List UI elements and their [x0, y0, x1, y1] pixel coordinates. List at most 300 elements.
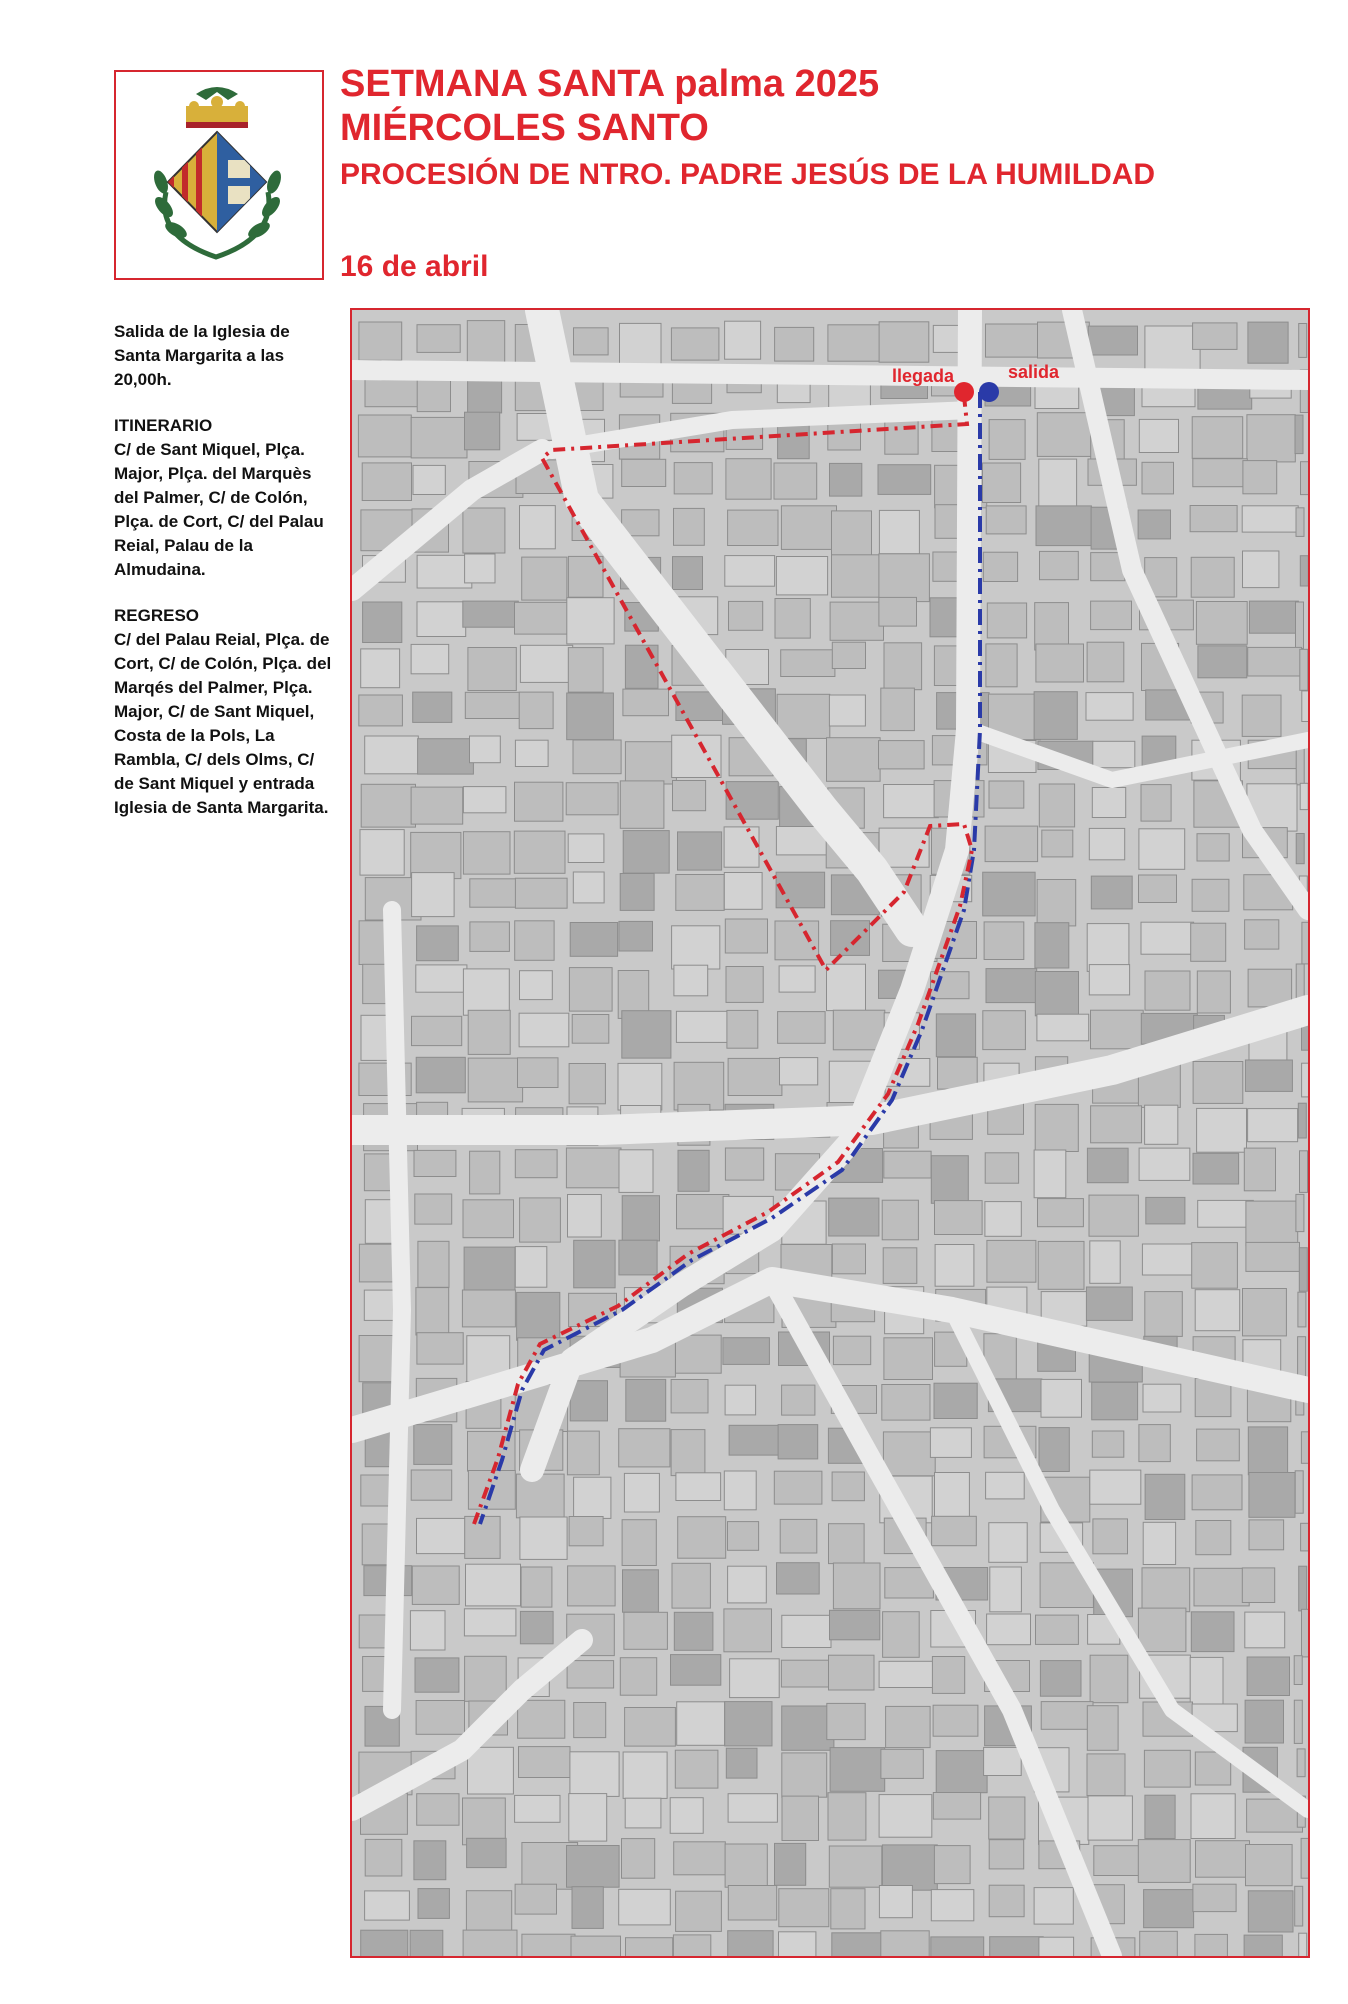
return-text: C/ del Palau Reial, Plça. de Cort, C/ de Colón, Plça. del Marqés del Palmer, Plça. Major, C/ de Sant Miquel, Costa de la Pols, La Rambla, C/ dels Olms, C/ de Sant Miquel y entrada Iglesia de Santa Margarita. [114, 630, 332, 817]
city-block [625, 1708, 676, 1747]
city-block [728, 1886, 776, 1921]
city-block [934, 1383, 977, 1418]
city-block [832, 555, 884, 597]
city-block [1038, 1241, 1084, 1289]
city-block [1294, 1656, 1302, 1685]
city-block [465, 412, 500, 450]
city-block [1296, 834, 1304, 864]
city-block [670, 1798, 703, 1834]
city-block [1295, 1886, 1303, 1926]
city-block [830, 1610, 880, 1640]
city-block [470, 736, 501, 763]
city-block [782, 1706, 834, 1750]
city-block [626, 1379, 666, 1421]
city-block [1198, 646, 1247, 678]
city-block [781, 506, 836, 550]
city-block [883, 1248, 917, 1284]
city-block [1300, 649, 1308, 690]
city-block [1090, 1470, 1141, 1504]
city-block [416, 1288, 449, 1335]
city-block [624, 1612, 668, 1649]
city-block [829, 695, 865, 726]
city-block [935, 1245, 974, 1287]
city-block [1138, 1608, 1186, 1652]
city-block [878, 465, 931, 495]
city-block [827, 964, 866, 1010]
city-block [517, 1292, 560, 1340]
departure-text: Salida de la Iglesia de Santa Margarita a las 20,00h. [114, 322, 290, 389]
city-block [1142, 462, 1174, 494]
city-block [677, 1195, 729, 1229]
city-block [781, 650, 835, 677]
city-block [1190, 506, 1237, 532]
city-block [1093, 741, 1135, 767]
city-block [1245, 1060, 1292, 1091]
city-block [1091, 601, 1132, 630]
city-block [931, 1937, 984, 1956]
city-block [990, 1937, 1043, 1956]
city-block [1302, 922, 1308, 964]
city-block [881, 1749, 923, 1778]
city-block [986, 506, 1026, 534]
city-block [1039, 784, 1074, 827]
city-block [1035, 1104, 1078, 1151]
palma-coat-of-arms-icon [116, 72, 322, 278]
city-block [1302, 1609, 1309, 1657]
city-block [1091, 1106, 1142, 1143]
title-event: SETMANA SANTA palma 2025 [340, 63, 880, 105]
city-block [984, 922, 1024, 960]
city-block [879, 554, 930, 602]
title-day: MIÉRCOLES SANTO [340, 107, 709, 149]
city-block [1246, 1201, 1298, 1246]
city-block [1086, 1287, 1132, 1320]
city-block [568, 834, 604, 863]
city-block [1145, 1474, 1185, 1519]
city-block [620, 874, 654, 911]
city-block [881, 688, 915, 731]
city-block [1196, 602, 1247, 645]
city-block [625, 742, 676, 784]
city-block [672, 926, 720, 969]
city-block [465, 1656, 507, 1701]
city-block [1248, 322, 1288, 363]
city-block [567, 598, 614, 644]
city-block [1243, 1289, 1287, 1336]
city-block [515, 740, 548, 766]
city-block [1191, 557, 1234, 597]
city-block [1145, 971, 1190, 1010]
city-block [622, 1839, 655, 1879]
city-block [569, 968, 612, 1012]
city-block [832, 1244, 865, 1274]
city-block [1300, 783, 1308, 809]
city-block [1040, 1661, 1081, 1697]
city-block [574, 1703, 606, 1738]
city-block [676, 1011, 731, 1042]
city-block [414, 1425, 452, 1465]
city-block [777, 1563, 820, 1594]
city-block [936, 1751, 987, 1793]
city-block [1192, 879, 1229, 911]
city-block [619, 1150, 653, 1193]
city-block [521, 1567, 552, 1607]
city-block [1041, 1379, 1082, 1417]
city-block [1248, 647, 1302, 676]
city-block [1301, 1432, 1308, 1464]
city-block [882, 1385, 930, 1421]
city-block [1090, 1241, 1120, 1283]
city-block [1088, 1796, 1132, 1840]
city-block [1089, 828, 1124, 859]
city-block [1037, 880, 1076, 926]
city-block [729, 1425, 782, 1455]
city-block [989, 420, 1025, 460]
city-block [520, 1611, 553, 1643]
city-block [881, 1931, 929, 1956]
title-procession: PROCESIÓN DE NTRO. PADRE JESÚS DE LA HUMILDAD [340, 158, 1156, 191]
city-block [361, 1930, 408, 1956]
city-block [832, 511, 872, 557]
city-block [879, 597, 917, 626]
city-block [1089, 965, 1129, 995]
city-block [775, 921, 819, 960]
city-block [622, 1520, 656, 1566]
city-block [1301, 1838, 1308, 1878]
city-block [413, 465, 445, 494]
city-block [883, 1432, 935, 1476]
city-block [1248, 1109, 1298, 1142]
city-block [515, 878, 567, 908]
city-block [568, 1195, 602, 1238]
city-block [415, 1194, 452, 1224]
city-block [676, 1473, 721, 1501]
city-block [463, 1200, 514, 1238]
city-block [879, 322, 929, 362]
city-block [414, 1841, 446, 1880]
city-block [1141, 785, 1171, 822]
city-block [728, 1931, 773, 1956]
city-block [414, 1150, 456, 1176]
city-block [417, 1794, 459, 1826]
city-block [1249, 601, 1298, 633]
city-block [984, 1747, 1022, 1775]
city-block [1298, 1292, 1306, 1327]
city-block [1195, 1290, 1240, 1331]
city-block [1041, 1702, 1093, 1730]
city-block [515, 1247, 547, 1288]
city-block [518, 1058, 559, 1088]
city-block [1036, 506, 1091, 546]
city-block [462, 1290, 515, 1327]
city-block [986, 1472, 1025, 1499]
city-block [1196, 1841, 1250, 1878]
city-block [410, 1930, 443, 1956]
city-block [619, 921, 653, 951]
city-block [570, 1752, 619, 1797]
city-block [1298, 1103, 1306, 1138]
city-block [989, 1885, 1024, 1917]
city-block [1034, 1888, 1073, 1925]
city-block [1035, 923, 1069, 968]
city-block [1039, 459, 1077, 506]
city-block [725, 1844, 767, 1887]
city-block [674, 508, 705, 545]
city-block [829, 1524, 865, 1564]
city-block [412, 1566, 459, 1604]
city-block [1296, 508, 1304, 537]
city-block [989, 1523, 1027, 1563]
city-block [361, 784, 415, 827]
city-block [1300, 556, 1308, 586]
city-block [932, 1516, 977, 1545]
city-block [989, 1797, 1025, 1839]
city-block [470, 1151, 500, 1194]
city-block [515, 1884, 556, 1914]
city-block [519, 1747, 571, 1778]
city-block [468, 1010, 510, 1054]
city-block [1036, 1615, 1079, 1644]
city-block [830, 1748, 885, 1792]
city-block [522, 557, 567, 600]
city-block [1249, 1520, 1284, 1550]
city-block [470, 922, 510, 952]
city-block [466, 1564, 521, 1606]
title-block [340, 62, 1155, 194]
city-block [724, 1609, 772, 1652]
city-block [1139, 1148, 1190, 1180]
city-block [520, 506, 556, 549]
city-block [515, 1795, 560, 1822]
city-block [728, 1522, 759, 1551]
city-block [829, 1198, 879, 1236]
city-block [468, 648, 516, 691]
city-block [416, 1701, 464, 1735]
city-block [932, 1657, 964, 1694]
city-block [411, 644, 449, 673]
title-date: 16 de abril [340, 250, 489, 283]
city-block [361, 649, 400, 688]
city-block [1142, 1568, 1190, 1612]
city-block [1295, 1471, 1303, 1513]
city-block [363, 602, 402, 643]
city-block [622, 1196, 659, 1241]
city-block [1194, 1568, 1249, 1606]
city-block [1138, 1840, 1190, 1883]
city-block [1197, 971, 1230, 1013]
city-block [828, 1793, 866, 1840]
city-block [620, 1658, 656, 1696]
city-block [1089, 1195, 1138, 1236]
city-block [567, 1846, 620, 1888]
city-block [674, 463, 712, 494]
city-block [522, 1934, 575, 1956]
city-block [568, 1566, 616, 1606]
city-block [833, 1010, 885, 1050]
city-block [362, 463, 411, 501]
city-block [624, 1473, 659, 1512]
city-block [411, 787, 463, 824]
city-block [1035, 603, 1069, 650]
city-block [1034, 692, 1077, 740]
city-block [1248, 1427, 1287, 1475]
route-map [350, 308, 1310, 1958]
city-block [985, 1153, 1018, 1183]
itinerary-heading: ITINERARIO [114, 416, 213, 435]
city-block [1191, 1612, 1234, 1652]
city-block [1193, 1062, 1243, 1104]
city-block [983, 552, 1017, 581]
city-block [1037, 413, 1092, 457]
city-block [1246, 1845, 1293, 1886]
city-block [1086, 693, 1133, 721]
city-block [1039, 1428, 1069, 1472]
city-block [678, 1150, 709, 1191]
city-block [676, 1335, 722, 1373]
city-block [465, 554, 495, 583]
city-block [777, 694, 830, 738]
city-block [1139, 875, 1177, 903]
city-block [1192, 417, 1243, 459]
departure-marker [979, 382, 999, 402]
city-block [989, 1840, 1024, 1869]
city-block [674, 1612, 713, 1650]
city-block [1143, 1522, 1175, 1564]
city-block [729, 601, 763, 630]
city-block [567, 1661, 614, 1688]
city-block [935, 1201, 983, 1235]
city-block [1087, 1706, 1118, 1751]
city-block [987, 1614, 1031, 1645]
city-block [935, 1473, 970, 1518]
city-block [778, 1425, 818, 1459]
city-block [1242, 1568, 1274, 1603]
city-block [1296, 1194, 1304, 1231]
city-block [417, 555, 472, 588]
city-block [1301, 462, 1309, 495]
city-block [726, 1748, 757, 1778]
arrival-marker [954, 382, 974, 402]
city-block [463, 969, 509, 1015]
city-block [1042, 830, 1073, 857]
city-block [1296, 602, 1304, 648]
city-block [520, 971, 553, 1000]
city-block [672, 1563, 710, 1608]
city-block [774, 463, 817, 499]
city-block [671, 1430, 705, 1476]
city-block [571, 1936, 621, 1956]
city-block [1243, 461, 1277, 494]
city-block [780, 1519, 817, 1553]
city-block [418, 739, 474, 774]
city-block [1297, 1749, 1305, 1777]
city-block [676, 875, 724, 911]
city-block [671, 1380, 708, 1413]
city-block [1039, 1937, 1074, 1956]
city-block [417, 1518, 465, 1553]
city-block [573, 740, 621, 774]
arrival-label: llegada [892, 366, 955, 386]
city-block [1145, 1292, 1183, 1337]
city-block [831, 1889, 865, 1929]
city-block [936, 1014, 975, 1057]
city-block [779, 966, 815, 992]
city-block [516, 1474, 564, 1518]
city-block [674, 1842, 726, 1875]
city-block [1144, 1890, 1194, 1928]
city-block [879, 1886, 912, 1918]
city-block [1191, 1794, 1235, 1839]
city-block [726, 967, 763, 1003]
city-block [1301, 1523, 1308, 1551]
city-block [879, 510, 919, 553]
city-block [1094, 1846, 1143, 1876]
city-block [723, 1338, 770, 1365]
city-block [725, 1702, 772, 1746]
city-block [623, 689, 669, 716]
city-block [829, 1655, 875, 1690]
city-block [515, 602, 571, 634]
city-block [573, 872, 604, 903]
city-block [828, 325, 881, 361]
city-block [675, 1750, 718, 1788]
city-block [566, 1148, 621, 1188]
city-block [986, 969, 1037, 1003]
city-block [1190, 1657, 1223, 1704]
city-block [725, 1385, 756, 1415]
city-block [622, 1011, 671, 1058]
departure-label: salida [1008, 362, 1060, 382]
city-block [570, 923, 617, 957]
city-block [674, 1062, 724, 1110]
itinerary-text: C/ de Sant Miquel, Plça. Major, Plça. del Marquès del Palmer, C/ de Colón, Plça. de Cort, C/ del Palau Reial, Palau de la Almudaina. [114, 440, 324, 579]
city-block [775, 1843, 806, 1885]
city-block [1037, 1014, 1089, 1041]
city-block [781, 1660, 831, 1687]
city-block [1196, 1521, 1231, 1555]
city-block [1302, 691, 1308, 722]
city-block [986, 644, 1017, 687]
city-block [1091, 1010, 1144, 1049]
city-block [673, 557, 703, 590]
city-block [568, 648, 603, 693]
city-block [884, 643, 922, 690]
city-block [671, 1655, 721, 1686]
city-block [934, 1846, 970, 1884]
city-block [882, 1845, 937, 1890]
city-block [572, 1887, 603, 1929]
city-block [725, 321, 761, 359]
city-block [832, 1472, 864, 1501]
map-canvas [352, 310, 1308, 1956]
itinerary-section [114, 414, 334, 582]
city-block [416, 965, 467, 992]
city-block [884, 1338, 933, 1380]
city-block [879, 1661, 935, 1687]
city-block [1245, 1612, 1285, 1648]
city-block [1193, 1884, 1236, 1911]
city-block [1295, 415, 1303, 454]
city-block [619, 1429, 670, 1467]
city-block [1294, 1700, 1302, 1743]
city-block [1243, 551, 1279, 588]
city-block [519, 692, 553, 729]
city-block [468, 1058, 522, 1102]
city-block [879, 741, 925, 769]
city-block [520, 1198, 561, 1242]
city-block [830, 602, 883, 640]
city-block [417, 602, 466, 637]
